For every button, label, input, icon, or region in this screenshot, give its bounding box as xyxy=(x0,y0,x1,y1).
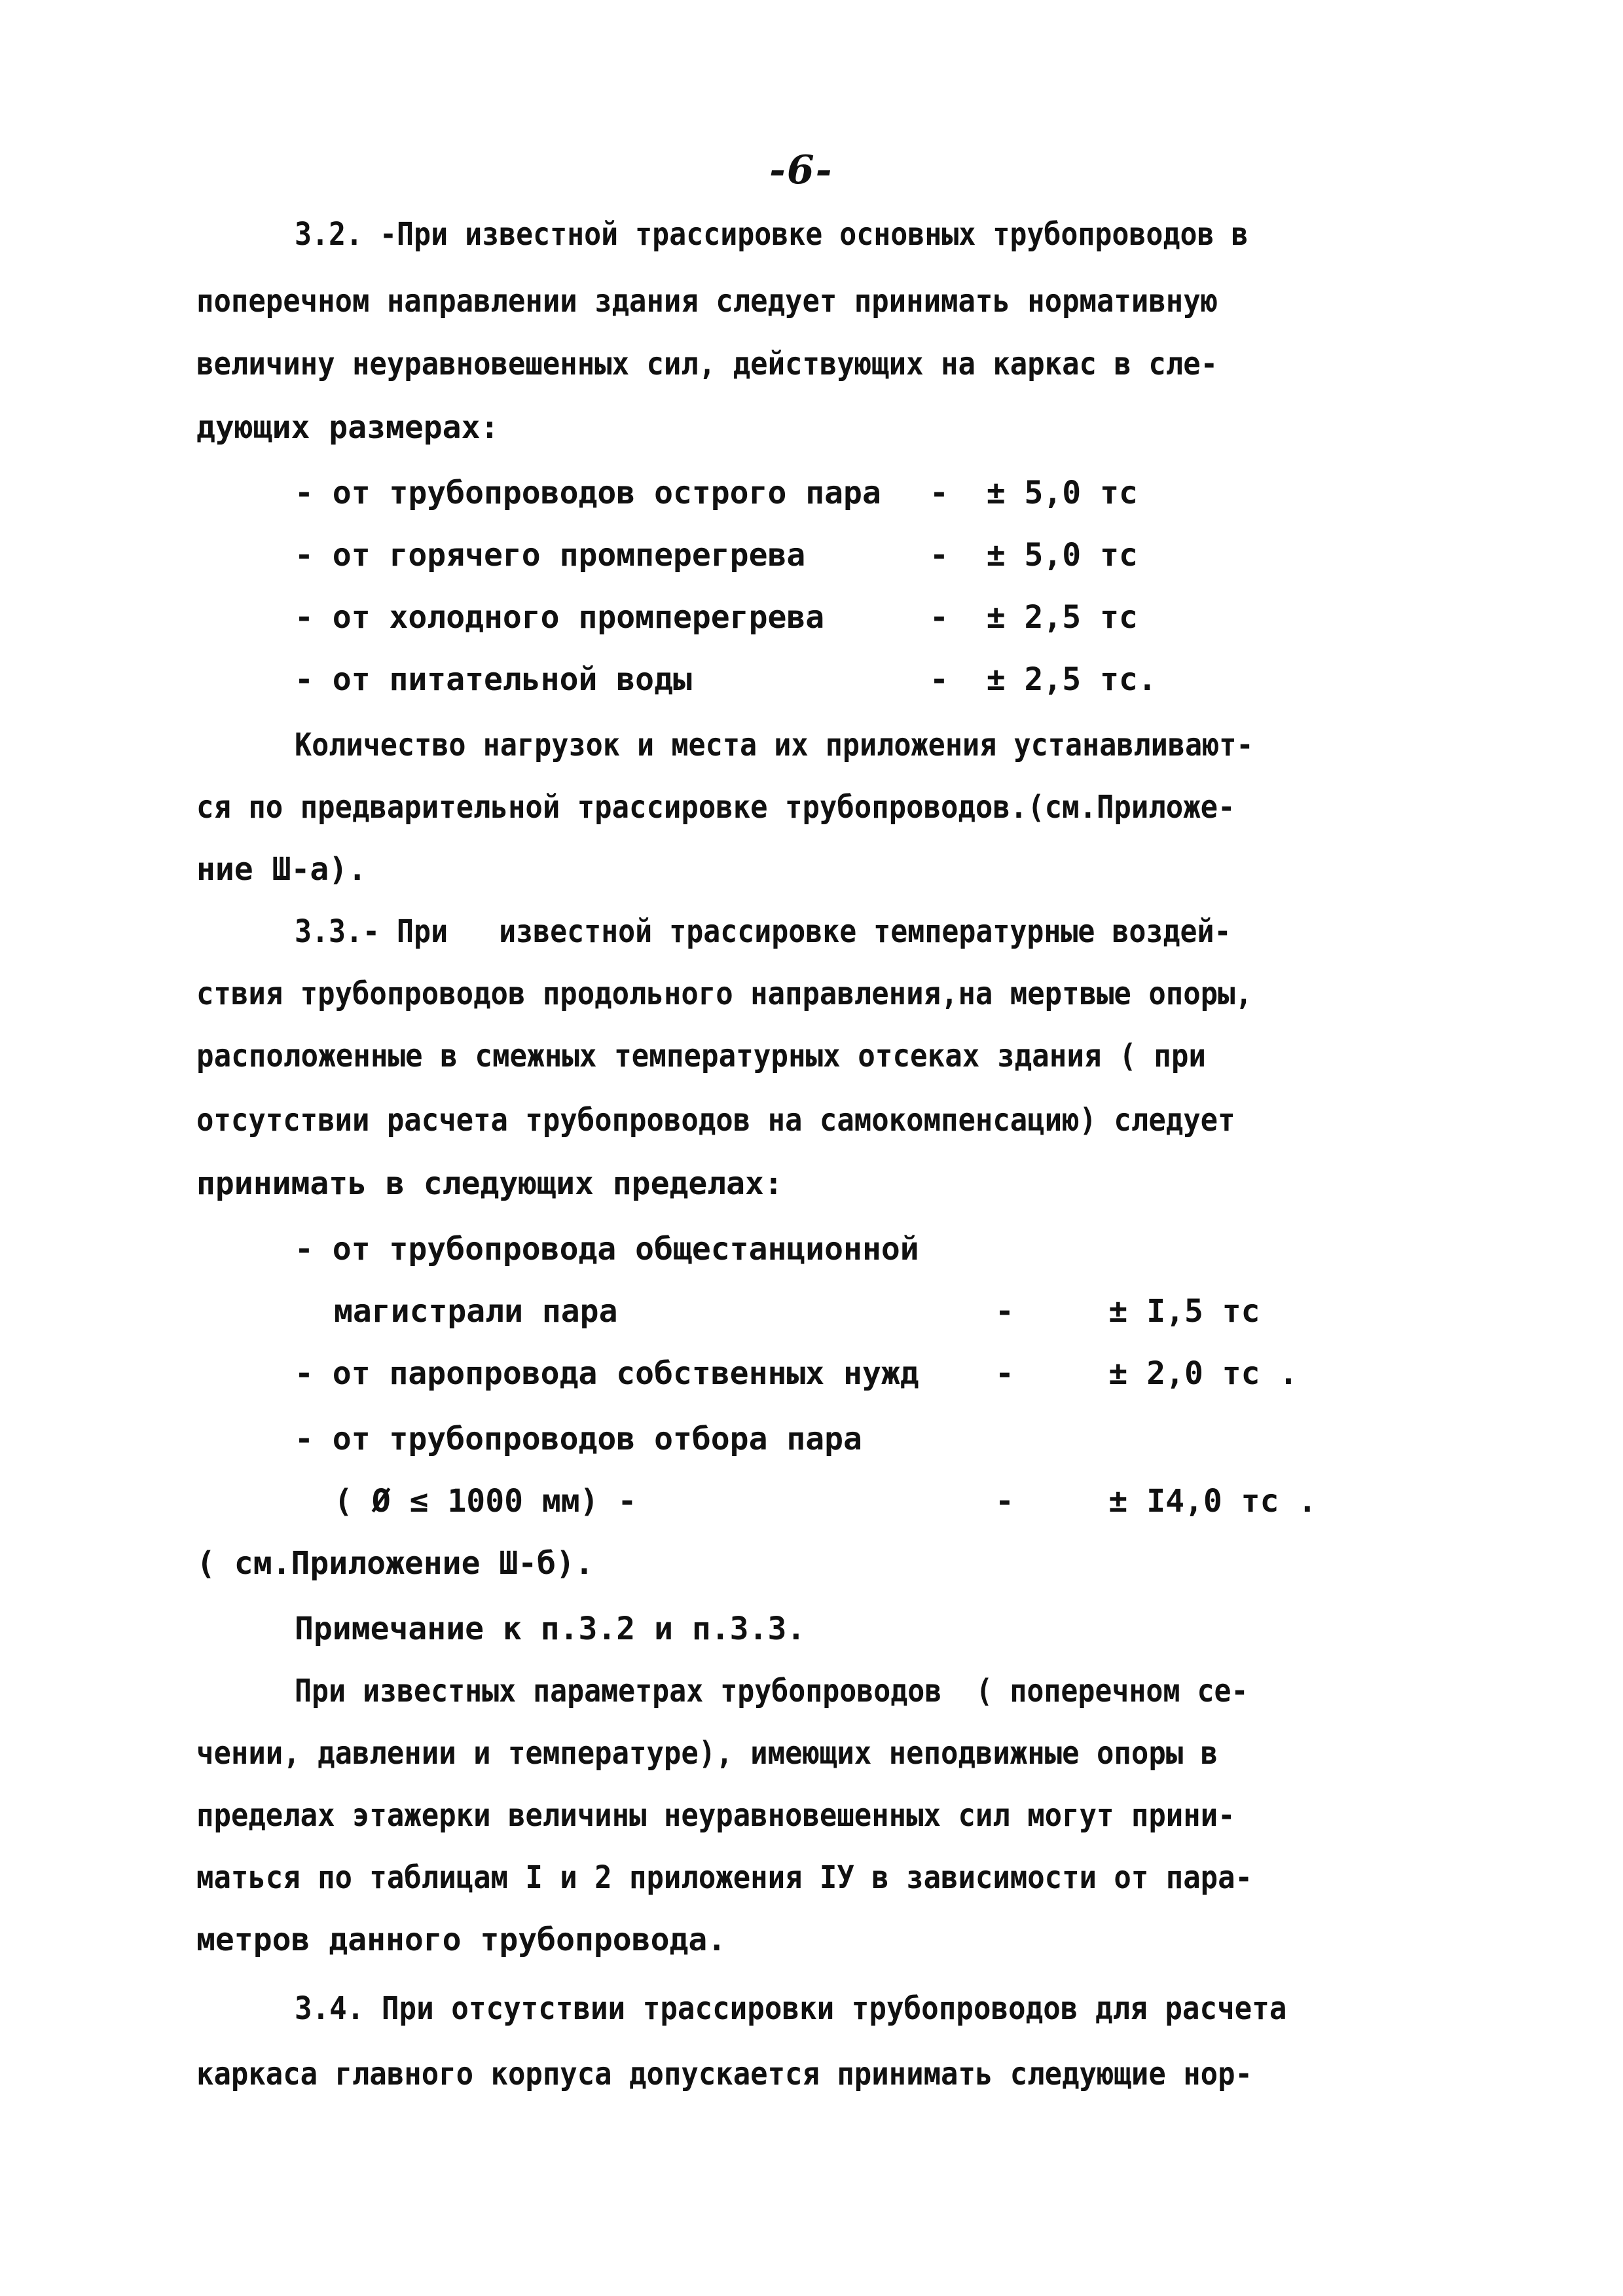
load-item-label: - от трубопровода общестанционной xyxy=(295,1231,919,1267)
load-item-label: ( Ø ≤ 1000 мм) - xyxy=(334,1483,637,1520)
note-line: пределах этажерки величины неуравновешенных сил могут прини- xyxy=(196,1797,1235,1834)
load-item-label: - от трубопроводов отбора пара xyxy=(295,1421,862,1457)
paragraph-3-3-closing: ( см.Приложение Ш-б). xyxy=(196,1545,594,1582)
page-number: -6- xyxy=(769,147,833,193)
paragraph-3-3-line: принимать в следующих пределах: xyxy=(196,1165,783,1202)
load-item-value: - ± I4,0 тс . xyxy=(995,1483,1317,1520)
load-item-label: магистрали пара xyxy=(334,1293,618,1330)
note-line: чении, давлении и температуре), имеющих неподвижные опоры в xyxy=(196,1735,1218,1772)
load-item-value: - ± 5,0 тс xyxy=(930,475,1138,511)
load-item-label: - от холодного промперегрева xyxy=(295,599,825,636)
paragraph-3-2-line: дующих размерах: xyxy=(196,409,500,446)
note-line: При известных параметрах трубопроводов ( поперечном се- xyxy=(295,1673,1249,1709)
paragraph-3-2-line: поперечном направлении здания следует принимать нормативную xyxy=(196,283,1218,319)
paragraph-3-3-line: отсутствии расчета трубопроводов на самокомпенсацию) следует xyxy=(196,1102,1235,1139)
load-item-label: - от питательной воды xyxy=(295,661,692,698)
note-line: маться по таблицам I и 2 приложения IУ в зависимости от пара- xyxy=(196,1859,1252,1896)
paragraph-3-4-line: каркаса главного корпуса допускается принимать следующие нор- xyxy=(196,2056,1252,2092)
paragraph-3-4-line: 3.4. При отсутствии трассировки трубопроводов для расчета xyxy=(295,1990,1287,2027)
paragraph-3-3-line: 3.3.- При известной трассировке температурные воздей- xyxy=(295,913,1231,950)
note-title: Примечание к п.3.2 и п.3.3. xyxy=(295,1611,806,1647)
paragraph-3-2-closing-line: ние Ш-а). xyxy=(196,851,367,888)
paragraph-3-2-line: 3.2. -При известной трассировке основных трубопроводов в xyxy=(295,216,1249,253)
paragraph-3-2-closing-line: ся по предварительной трассировке трубопроводов.(см.Приложе- xyxy=(196,789,1235,826)
load-item-label: - от горячего промперегрева xyxy=(295,537,806,574)
load-item-value: - ± 2,5 тс. xyxy=(930,661,1157,698)
paragraph-3-2-line: величину неуравновешенных сил, действующих на каркас в сле- xyxy=(196,346,1218,382)
paragraph-3-3-line: расположенные в смежных температурных отсеках здания ( при xyxy=(196,1038,1207,1074)
load-item-value: - ± 2,5 тс xyxy=(930,599,1138,636)
paragraph-3-2-closing-line: Количество нагрузок и места их приложения устанавливают- xyxy=(295,727,1254,763)
load-item-value: - ± 5,0 тс xyxy=(930,537,1138,574)
load-item-value: - ± I,5 тс xyxy=(995,1293,1260,1330)
load-item-label: - от трубопроводов острого пара xyxy=(295,475,881,511)
load-item-value: - ± 2,0 тс . xyxy=(995,1355,1298,1392)
note-line: метров данного трубопровода. xyxy=(196,1922,727,1958)
load-item-label: - от паропровода собственных нужд xyxy=(295,1355,919,1392)
paragraph-3-3-line: ствия трубопроводов продольного направления,на мертвые опоры, xyxy=(196,975,1252,1012)
